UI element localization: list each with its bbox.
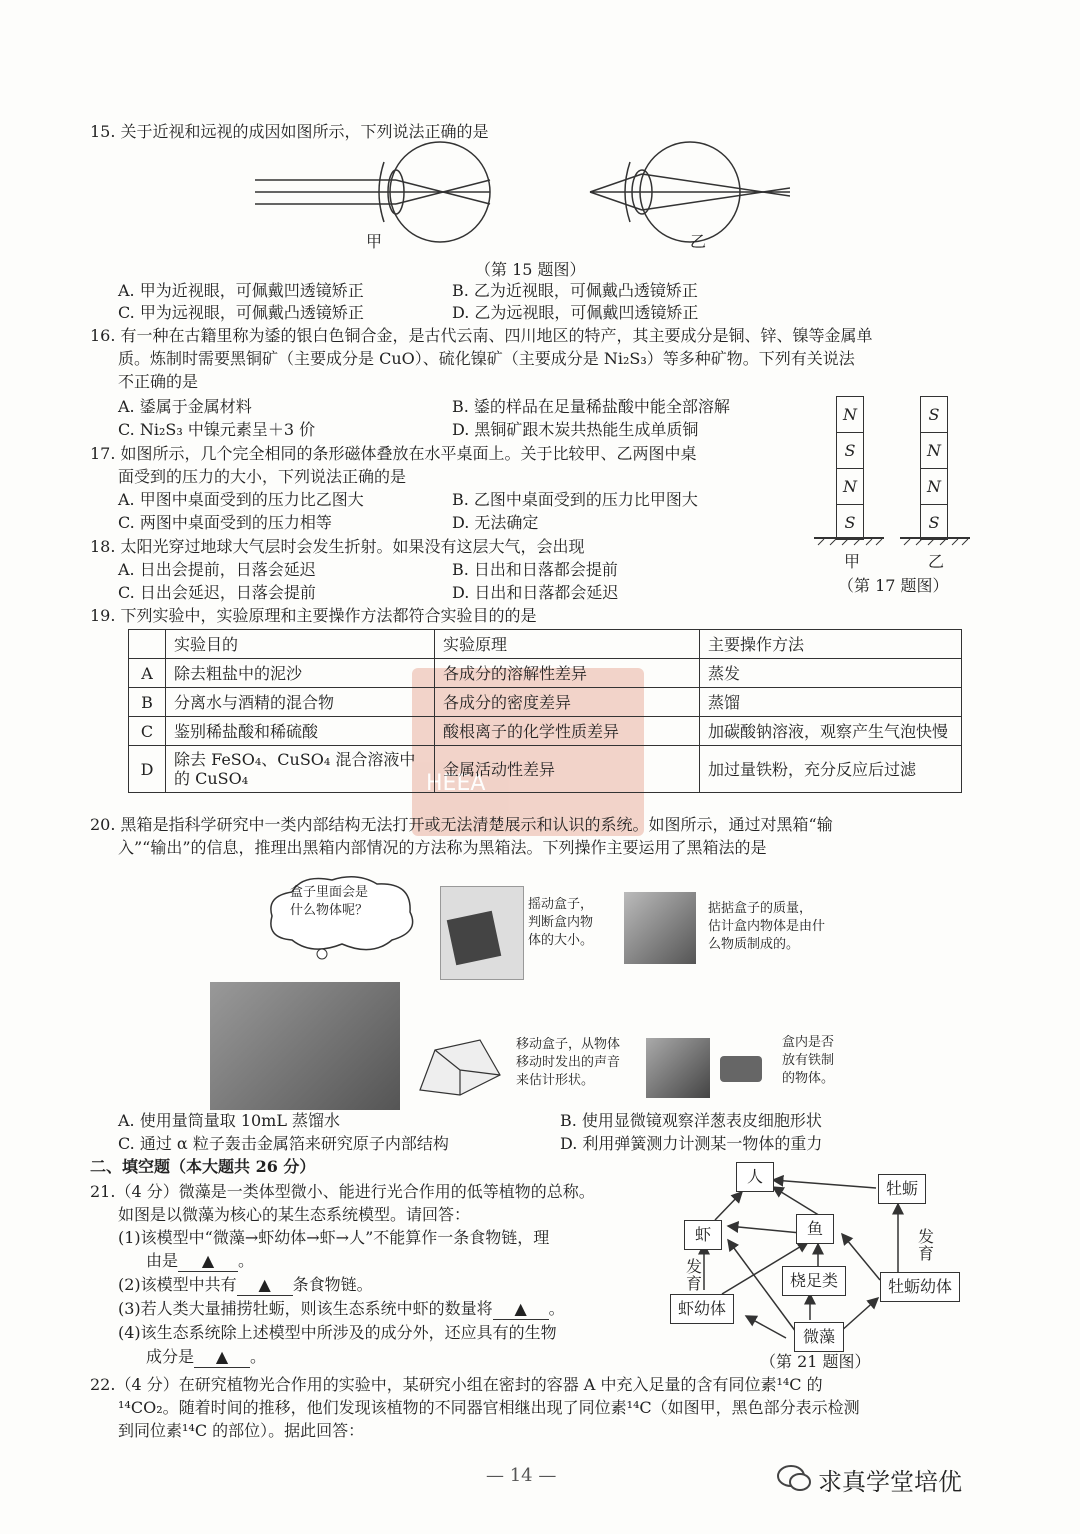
magnet-pole: S (837, 433, 863, 469)
q18-option-d: D. 日出和日落都会延迟 (452, 583, 619, 602)
q20-line1: 20. 黑箱是指科学研究中一类内部结构无法打开或无法清楚展示和认识的系统。如图所示，通过对黑箱“输 (90, 815, 833, 834)
wechat-icon (776, 1463, 812, 1493)
table-cell: 分离水与酒精的混合物 (166, 688, 435, 717)
q22-line1: 22.（4 分）在研究植物光合作用的实验中，某研究小组在密封的容器 A 中充入足量的含有同位素¹⁴C 的 (90, 1375, 823, 1394)
shaking-box-illustration (440, 886, 524, 980)
q21-s1a: (1)该模型中“微藻→虾幼体→虾→人”不能算作一条食物链，理 (118, 1228, 550, 1247)
q16-option-c: C. Ni₂S₃ 中镍元素呈＋3 价 (118, 420, 316, 439)
q21-period: 。 (548, 1299, 565, 1318)
table-cell: 各成分的溶解性差异 (435, 659, 700, 688)
q21-line1: 21.（4 分）微藻是一类体型微小、能进行光合作用的低等植物的总称。 (90, 1182, 595, 1201)
answer-blank[interactable]: ▲ (194, 1347, 250, 1368)
q16-line3: 不正确的是 (118, 372, 199, 391)
magnet-pole: S (928, 513, 940, 532)
magnet-stack-b (920, 396, 948, 540)
black-box-icon (447, 911, 502, 966)
answer-blank[interactable]: ▲ (493, 1299, 549, 1320)
node-xia: 虾 (684, 1220, 722, 1250)
node-ren: 人 (736, 1162, 774, 1192)
node-yu: 鱼 (796, 1214, 834, 1244)
q20-option-a: A. 使用量筒量取 10mL 蒸馏水 (118, 1111, 341, 1130)
q16-line1: 16. 有一种在古籍里称为鋈的银白色铜合金，是古代云南、四川地区的特产，其主要成分是铜、锌、镍等金属单 (90, 326, 873, 345)
table-cell: 加碳酸钠溶液，观察产生气泡快慢 (700, 717, 962, 746)
label-fayu-right: 发育 (918, 1227, 935, 1263)
q21-s2-text: (2)该模型中共有 (118, 1275, 237, 1294)
q15-caption: （第 15 题图） (475, 260, 586, 279)
table-header-row (129, 630, 962, 659)
q21-s3 (118, 1299, 565, 1320)
watermark-text: HEEA (426, 771, 486, 796)
eye-diagram (250, 140, 790, 255)
boy-photo (210, 982, 400, 1110)
table-cell: D (129, 746, 166, 793)
thought-bubble-text (290, 884, 368, 920)
answer-blank[interactable]: ▲ (178, 1251, 238, 1272)
table-cell: B (129, 688, 166, 717)
q16-option-b: B. 鋈的样品在足量稀盐酸中能全部溶解 (452, 397, 730, 416)
q21-s1b-text: 由是 (146, 1251, 179, 1270)
label-fayu-left: 发育 (686, 1257, 703, 1293)
table-cell: A (129, 659, 166, 688)
q18-stem: 18. 太阳光穿过地球大气层时会发生折射。如果没有这层大气，会出现 (90, 537, 585, 556)
q15-option-b: B. 乙为近视眼，可佩戴凸透镜矫正 (452, 281, 698, 300)
q16-option-a: A. 鋈属于金属材料 (118, 397, 252, 416)
node-weizao: 微藻 (794, 1322, 844, 1352)
q20-option-d: D. 利用弹簧测力计测某一物体的重力 (560, 1134, 823, 1153)
bubble2-text: 掂掂盒子的质量， 估计盒内物体是由什 么物质制成的。 (708, 901, 826, 952)
table-cell: 金属活动性差异 (435, 746, 700, 793)
q21-s4b (146, 1347, 266, 1368)
magnet-pole: N (837, 469, 863, 505)
table-surface (812, 536, 972, 546)
experiment-table (128, 629, 962, 793)
q21-caption: （第 21 题图） (760, 1352, 871, 1371)
magnet-pole: N (921, 469, 947, 505)
q17-option-d: D. 无法确定 (452, 513, 539, 532)
q18-option-a: A. 日出会提前，日落会延迟 (118, 560, 316, 579)
q21-s4b-text: 成分是 (146, 1347, 195, 1366)
q20-option-c: C. 通过 α 粒子轰击金属箔来研究原子内部结构 (118, 1134, 449, 1153)
bubble3-text: 移动盒子，从物体 移动时发出的声音 来估计形状。 (516, 1037, 621, 1088)
magnet-pole: S (844, 513, 856, 532)
q21-s4a: (4)该生态系统除上述模型中所涉及的成分外，还应具有的生物 (118, 1323, 557, 1342)
q17-option-b: B. 乙图中桌面受到的压力比甲图大 (452, 490, 698, 509)
q15-option-c: C. 甲为远视眼，可佩戴凸透镜矫正 (118, 303, 364, 322)
node-muliyouti: 牡蛎幼体 (880, 1272, 960, 1302)
table-header-cell (129, 630, 166, 659)
q17-option-c: C. 两图中桌面受到的压力相等 (118, 513, 332, 532)
q15-option-a: A. 甲为近视眼，可佩戴凹透镜矫正 (118, 281, 364, 300)
page-number: — 14 — (486, 1465, 557, 1486)
q17-label-b: 乙 (928, 552, 945, 571)
q17-label-a: 甲 (844, 552, 861, 571)
node-naozu: 桡足类 (782, 1266, 846, 1296)
table-cell: 酸根离子的化学性质差异 (435, 717, 700, 746)
q18-option-c: C. 日出会延迟，日落会提前 (118, 583, 316, 602)
magnet-pole: N (837, 397, 863, 433)
answer-blank[interactable]: ▲ (237, 1275, 293, 1296)
q18-option-b: B. 日出和日落都会提前 (452, 560, 618, 579)
table-cell: 除去 FeSO₄、CuSO₄ 混合溶液中的 CuSO₄ (166, 746, 435, 793)
table-header-cell: 实验目的 (166, 630, 435, 659)
bubble-main-text: 盒子里面会是 什么物体呢？ (290, 885, 369, 918)
bubble4-text: 盒内是否 放有铁制 的物体。 (782, 1035, 835, 1086)
q15-label-a: 甲 (366, 232, 383, 251)
q21-s1b (146, 1251, 254, 1272)
q21-s2-post: 条食物链。 (292, 1275, 373, 1294)
magnet-stack-a (836, 396, 864, 540)
q21-s3-text: (3)若人类大量捕捞牡蛎，则该生态系统中虾的数量将 (118, 1299, 493, 1318)
table-cell: 加过量铁粉，充分反应后过滤 (700, 746, 962, 793)
q22-line3: 到同位素¹⁴C 的部位）。据此回答： (118, 1421, 365, 1440)
magnet-icon (720, 1056, 762, 1082)
bubble1-text: 摇动盒子， 判断盒内物 体的大小。 (528, 897, 594, 948)
table-cell: 鉴别稀盐酸和稀硫酸 (166, 717, 435, 746)
q15-label-b: 乙 (690, 232, 707, 251)
table-cell: 各成分的密度差异 (435, 688, 700, 717)
node-muli: 牡蛎 (878, 1174, 926, 1204)
table-row (129, 688, 962, 717)
q16-line2: 质。炼制时需要黑铜矿（主要成分是 CuO）、硫化镍矿（主要成分是 Ni₂S₃）等多种矿物。下列有关说法 (118, 349, 855, 368)
magnet-pole: S (921, 397, 947, 433)
q21-period: 。 (250, 1347, 267, 1366)
q17-caption: （第 17 题图） (838, 576, 949, 595)
q20-option-b: B. 使用显微镜观察洋葱表皮细胞形状 (560, 1111, 822, 1130)
q20-line2: 入”“输出”的信息，推理出黑箱内部情况的方法称为黑箱法。下列操作主要运用了黑箱法的是 (118, 838, 767, 857)
q17-line1: 17. 如图所示，几个完全相同的条形磁体叠放在水平桌面上。关于比较甲、乙两图中桌 (90, 444, 697, 463)
magnet-pole: N (921, 433, 947, 469)
table-cell: C (129, 717, 166, 746)
table-header-cell: 主要操作方法 (700, 630, 962, 659)
moving-box-illustration (410, 1030, 510, 1100)
q22-line2: ¹⁴CO₂。随着时间的推移，他们发现该植物的不同器官相继出现了同位素¹⁴C（如图甲，黑色部分表示检测 (118, 1398, 860, 1417)
q17-option-a: A. 甲图中桌面受到的压力比乙图大 (118, 490, 364, 509)
weighing-box-illustration (624, 892, 696, 964)
table-row (129, 659, 962, 688)
q15-option-d: D. 乙为远视眼，可佩戴凹透镜矫正 (452, 303, 699, 322)
table-cell: 除去粗盐中的泥沙 (166, 659, 435, 688)
q17-line2: 面受到的压力的大小，下列说法正确的是 (118, 467, 407, 486)
q19-stem: 19. 下列实验中，实验原理和主要操作方法都符合实验目的的是 (90, 606, 537, 625)
table-row (129, 717, 962, 746)
node-xiayouti: 虾幼体 (670, 1294, 734, 1324)
q15-stem: 15. 关于近视和远视的成因如图所示，下列说法正确的是 (90, 122, 489, 141)
table-header-cell: 实验原理 (435, 630, 700, 659)
q21-period: 。 (238, 1251, 255, 1270)
q21-s2 (118, 1275, 373, 1296)
table-cell: 蒸发 (700, 659, 962, 688)
magnet-box-illustration (646, 1038, 710, 1098)
table-cell: 蒸馏 (700, 688, 962, 717)
brand-name: 求真学堂培优 (818, 1468, 962, 1496)
table-row (129, 746, 962, 793)
q21-line2: 如图是以微藻为核心的某生态系统模型。请回答： (118, 1205, 471, 1224)
section-2-heading: 二、填空题（本大题共 26 分） (90, 1157, 316, 1176)
q16-option-d: D. 黑铜矿跟木炭共热能生成单质铜 (452, 420, 699, 439)
